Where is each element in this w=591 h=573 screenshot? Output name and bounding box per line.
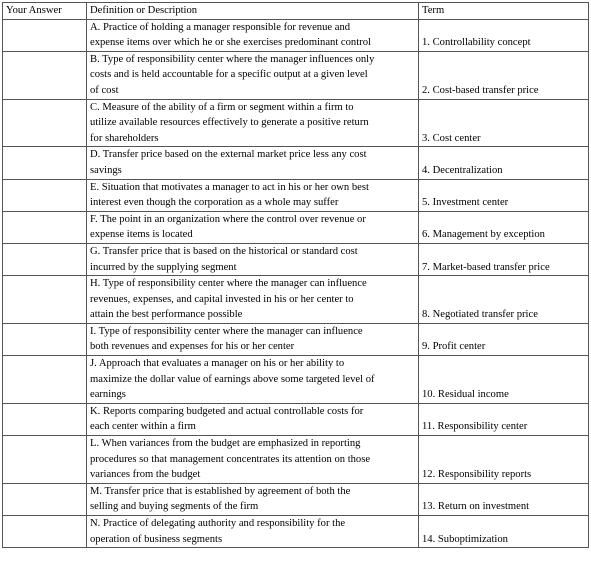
definition-line: A. Practice of holding a manager responsible for revenue and bbox=[90, 21, 351, 33]
table-row bbox=[3, 436, 589, 484]
definition-line: E. Situation that motivates a manager to act in his or her own best bbox=[90, 181, 369, 193]
definition-line: F. The point in an organization where the control over revenue or bbox=[90, 213, 366, 225]
definition-line: C. Measure of the ability of a firm or segment within a firm to bbox=[90, 101, 354, 113]
definition-line: J. Approach that evaluates a manager on his or her ability to bbox=[90, 358, 345, 370]
definition-cell bbox=[87, 483, 419, 515]
definition-line: variances from the budget bbox=[90, 469, 201, 481]
definition-line: of cost bbox=[90, 84, 119, 96]
definition-cell bbox=[87, 179, 419, 211]
definition-line: interest even though the corporation as a whole may suffer bbox=[90, 197, 339, 209]
table-row bbox=[3, 51, 589, 99]
table-row bbox=[3, 323, 589, 355]
definition-cell bbox=[87, 211, 419, 243]
answer-cell[interactable] bbox=[3, 516, 87, 548]
table-row bbox=[3, 19, 589, 51]
term-cell: 14. Suboptimization bbox=[419, 516, 589, 548]
definition-line: costs and is held accountable for a specific output at a given level bbox=[90, 69, 368, 81]
definition-line: attain the best performance possible bbox=[90, 309, 243, 321]
answer-cell[interactable] bbox=[3, 243, 87, 275]
answer-cell[interactable] bbox=[3, 99, 87, 147]
answer-column-header: Your Answer bbox=[3, 3, 87, 20]
definition-line: I. Type of responsibility center where the manager can influence bbox=[90, 325, 363, 337]
definition-line: for shareholders bbox=[90, 132, 159, 144]
answer-cell[interactable] bbox=[3, 19, 87, 51]
term-cell: 1. Controllability concept bbox=[419, 19, 589, 51]
definition-line: D. Transfer price based on the external market price less any cost bbox=[90, 149, 367, 161]
definition-cell bbox=[87, 51, 419, 99]
matching-table bbox=[2, 2, 589, 548]
table-row bbox=[3, 179, 589, 211]
definition-line: K. Reports comparing budgeted and actual controllable costs for bbox=[90, 405, 364, 417]
definition-line: L. When variances from the budget are emphasized in reporting bbox=[90, 438, 361, 450]
term-cell: 7. Market-based transfer price bbox=[419, 243, 589, 275]
definition-line: earnings bbox=[90, 389, 126, 401]
term-cell: 6. Management by exception bbox=[419, 211, 589, 243]
table-row bbox=[3, 483, 589, 515]
table-row bbox=[3, 243, 589, 275]
definition-cell bbox=[87, 403, 419, 435]
definition-line: H. Type of responsibility center where the manager can influence bbox=[90, 278, 367, 290]
table-row bbox=[3, 147, 589, 179]
answer-cell[interactable] bbox=[3, 276, 87, 324]
definition-line: incurred by the supplying segment bbox=[90, 261, 237, 273]
definition-line: savings bbox=[90, 164, 122, 176]
definition-cell bbox=[87, 516, 419, 548]
table-body bbox=[3, 19, 589, 548]
definition-column-header: Definition or Description bbox=[87, 3, 419, 20]
answer-cell[interactable] bbox=[3, 147, 87, 179]
answer-cell[interactable] bbox=[3, 323, 87, 355]
definition-cell bbox=[87, 147, 419, 179]
definition-line: utilize available resources effectively to generate a positive return bbox=[90, 117, 369, 129]
table-row bbox=[3, 356, 589, 404]
answer-cell[interactable] bbox=[3, 356, 87, 404]
answer-cell[interactable] bbox=[3, 179, 87, 211]
table-row bbox=[3, 516, 589, 548]
term-cell: 10. Residual income bbox=[419, 356, 589, 404]
answer-cell[interactable] bbox=[3, 211, 87, 243]
definition-line: G. Transfer price that is based on the historical or standard cost bbox=[90, 245, 358, 257]
term-column-header: Term bbox=[419, 3, 589, 20]
table-row bbox=[3, 276, 589, 324]
definition-line: selling and buying segments of the firm bbox=[90, 501, 259, 513]
term-cell: 2. Cost-based transfer price bbox=[419, 51, 589, 99]
header-row bbox=[3, 3, 589, 20]
answer-cell[interactable] bbox=[3, 483, 87, 515]
definition-line: M. Transfer price that is established by agreement of both the bbox=[90, 485, 351, 497]
definition-line: B. Type of responsibility center where the manager influences only bbox=[90, 53, 375, 65]
definition-line: maximize the dollar value of earnings above some targeted level of bbox=[90, 373, 375, 385]
definition-line: N. Practice of delegating authority and responsibility for the bbox=[90, 518, 346, 529]
term-cell: 4. Decentralization bbox=[419, 147, 589, 179]
definition-line: operation of business segments bbox=[90, 533, 223, 545]
definition-line: revenues, expenses, and capital invested in his or her center to bbox=[90, 293, 354, 305]
term-cell: 5. Investment center bbox=[419, 179, 589, 211]
table-row bbox=[3, 99, 589, 147]
definition-cell bbox=[87, 276, 419, 324]
definition-line: expense items is located bbox=[90, 229, 193, 241]
definition-line: each center within a firm bbox=[90, 421, 196, 433]
definition-line: both revenues and expenses for his or her center bbox=[90, 341, 295, 353]
definition-cell bbox=[87, 99, 419, 147]
term-cell: 12. Responsibility reports bbox=[419, 436, 589, 484]
definition-cell bbox=[87, 323, 419, 355]
term-cell: 13. Return on investment bbox=[419, 483, 589, 515]
table-row bbox=[3, 211, 589, 243]
answer-cell[interactable] bbox=[3, 436, 87, 484]
answer-cell[interactable] bbox=[3, 403, 87, 435]
definition-cell bbox=[87, 243, 419, 275]
definition-line: procedures so that management concentrates its attention on those bbox=[90, 453, 371, 465]
definition-cell bbox=[87, 436, 419, 484]
definition-cell bbox=[87, 19, 419, 51]
term-cell: 3. Cost center bbox=[419, 99, 589, 147]
table-row bbox=[3, 403, 589, 435]
answer-cell[interactable] bbox=[3, 51, 87, 99]
term-cell: 9. Profit center bbox=[419, 323, 589, 355]
term-cell: 11. Responsibility center bbox=[419, 403, 589, 435]
term-cell: 8. Negotiated transfer price bbox=[419, 276, 589, 324]
definition-cell bbox=[87, 356, 419, 404]
definition-line: expense items over which he or she exercises predominant control bbox=[90, 37, 371, 49]
